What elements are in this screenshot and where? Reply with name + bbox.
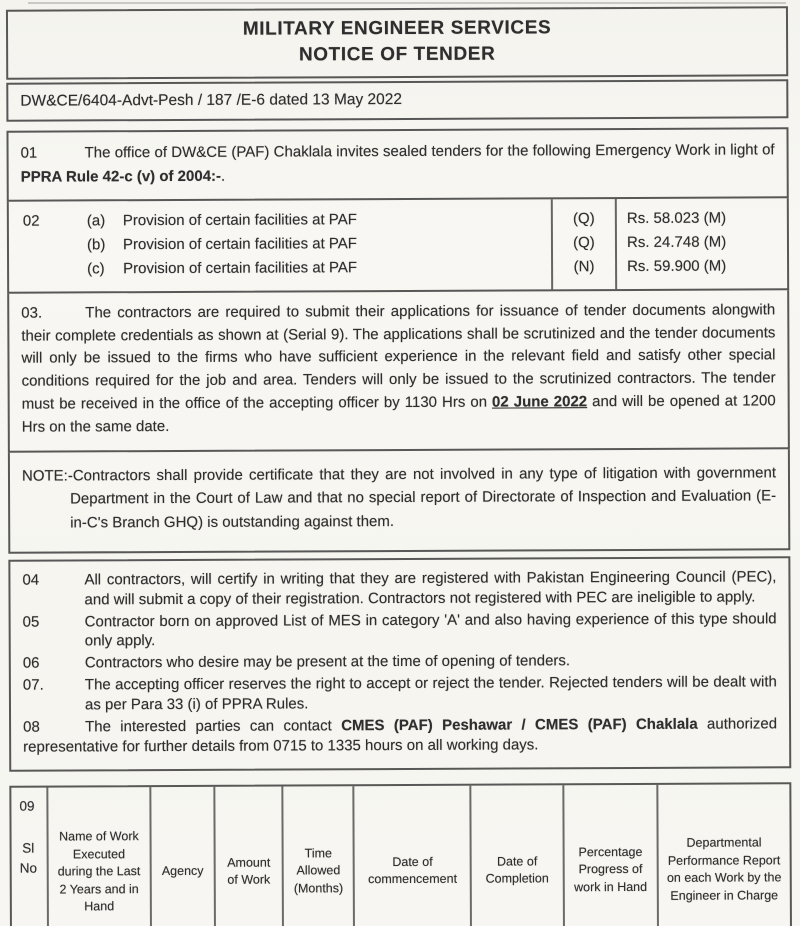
clause-05 — [23, 609, 777, 652]
work-item-description: Provision of certain facilities at PAF — [123, 258, 358, 277]
page-subtitle: NOTICE OF TENDER — [298, 43, 496, 66]
clause-08 — [23, 715, 777, 758]
work-item-category: (Q) — [572, 209, 595, 228]
clause-06-number: 06 — [22, 654, 40, 673]
column-header-time-allowed: Time Allowed (Months) — [281, 786, 353, 926]
note-label: NOTE:- — [21, 466, 73, 485]
clause-06 — [23, 651, 777, 674]
sl-no-label: Sl No — [19, 840, 37, 876]
work-item-row — [23, 231, 545, 257]
works-amount-column — [615, 198, 787, 289]
clause-01-text-end: . — [220, 167, 226, 185]
serial-number-header-cell — [11, 788, 47, 926]
note-box — [8, 449, 790, 553]
clause-03-number: 03. — [21, 304, 43, 322]
clause-03 — [7, 290, 790, 452]
clause-07-text: The accepting officer reserves the right to accept or reject the tender. Rejected tenders will be dealt with as per Para 33 (i) of PPRA Rules. — [84, 673, 777, 714]
clause-07-number: 07. — [22, 676, 44, 694]
work-item-row — [23, 207, 545, 233]
work-item-amount: Rs. 24.748 (M) — [626, 233, 727, 251]
column-header-date-of-commencement: Date of commencement — [353, 786, 470, 926]
work-item-description: Provision of certain facilities at PAF — [122, 234, 357, 253]
column-header-amount-of-work: Amount of Work — [214, 787, 282, 926]
clause-03-text: The contractors are required to submit their applications for issuance of tender documents alongwith their complete credentials as shown at (Serial 9). The applications shall be scrutinized and the tender documents will only be issued to the firms who have sufficient experience in the relevant field and satisfy other special conditions required for the job and area. Tenders will only be issued to the scrutinized contractors. The tender must be received in the office of the accepting officer by 1130 Hrs on — [21, 301, 776, 413]
clause-01-number: 01 — [20, 144, 38, 162]
work-item-letter: (c) — [87, 260, 105, 278]
ppra-rule-reference: PPRA Rule 42-c (v) of 2004:- — [20, 167, 222, 186]
clause-07 — [23, 673, 777, 716]
reference-box — [6, 80, 788, 122]
clause-08-number: 08 — [23, 718, 40, 736]
clause-02-number: 02 — [22, 212, 40, 230]
clause-04 — [22, 567, 776, 610]
experience-table — [9, 782, 792, 926]
column-header-agency: Agency — [149, 787, 214, 926]
clause-03-text-end: and will be opened at 1200 Hrs on the same date. — [21, 392, 776, 436]
clause-08-text: The interested parties can contact — [85, 717, 342, 736]
work-item-amount: Rs. 59.900 (M) — [627, 257, 727, 275]
work-item-row — [23, 255, 545, 281]
clause-01-text: The office of DW&CE (PAF) Chaklala invites sealed tenders for the following Emergency Work in light of — [84, 141, 775, 162]
reference-number: DW&CE/6404-Advt-Pesh / 187 /E-6 dated 13 May 2022 — [20, 91, 403, 110]
table-serial-number: 09 — [19, 798, 35, 814]
clause-01 — [6, 128, 788, 202]
column-header-name-of-work: Name of Work Executed during the Last 2 Years and in Hand — [46, 787, 149, 926]
work-item-category: (Q) — [573, 233, 595, 252]
title-box — [6, 6, 788, 80]
work-item-category: (N) — [573, 257, 595, 276]
work-item-description: Provision of certain facilities at PAF — [122, 210, 357, 229]
clauses-04-08 — [8, 556, 791, 772]
tender-deadline-date: 02 June 2022 — [492, 393, 588, 411]
clause-08-text-end: authorized representative for further details from 0715 to 1335 hours on all working days. — [23, 715, 778, 756]
work-item-letter: (a) — [86, 212, 106, 230]
clause-05-number: 05 — [22, 613, 40, 631]
clause-06-text: Contractors who desire may be present at the time of opening of tenders. — [84, 652, 571, 672]
clause-05-text: Contractor born on approved List of MES in category 'A' and also having experience of this type should only apply. — [84, 609, 777, 650]
column-header-percentage-progress: Percentage Progress of work in Hand — [562, 785, 657, 926]
note-text: Contractors shall provide certificate that they are not involved in any type of litigation with government Department in the Court of Law and that no special report of Directorate of Inspection and Evaluation (E-in-C's Branch GHQ) is outstanding against them. — [70, 463, 777, 532]
clause-04-text: All contractors, will certify in writing that they are registered with Pakistan Engineering Council (PEC), and will submit a copy of their registration. Contractors not registered with PEC are ineligible to apply. — [84, 567, 777, 608]
works-descriptions — [9, 199, 551, 291]
works-category-column — [551, 199, 615, 289]
page-title: MILITARY ENGINEER SERVICES — [242, 17, 552, 40]
column-header-date-of-completion: Date of Completion — [470, 785, 563, 926]
contact-offices: CMES (PAF) Peshawar / CMES (PAF) Chaklala — [341, 715, 698, 735]
work-item-letter: (b) — [86, 236, 106, 254]
clause-04-number: 04 — [22, 571, 40, 589]
column-header-departmental-performance: Departmental Performance Report on each Work by the Engineer in Charge — [656, 784, 790, 926]
work-item-amount: Rs. 58.023 (M) — [626, 209, 727, 227]
works-table — [7, 198, 789, 293]
